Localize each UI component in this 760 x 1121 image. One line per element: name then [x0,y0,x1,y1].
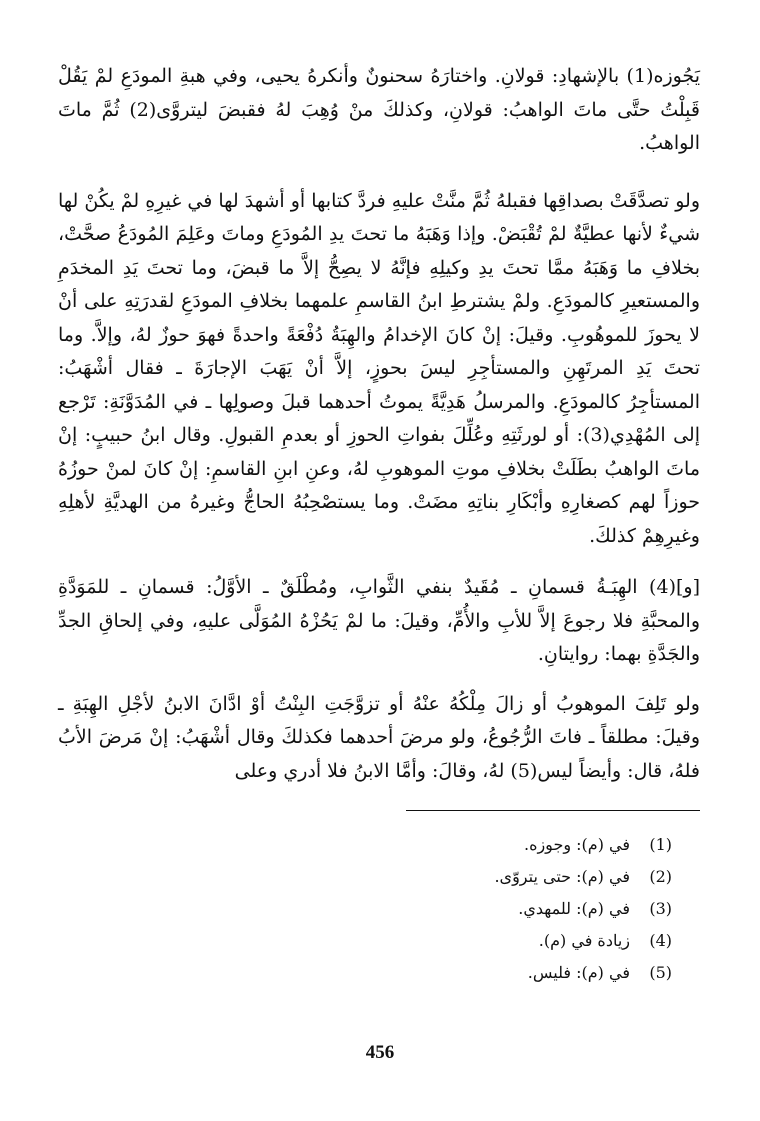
footnote-number: (2) [649,867,672,886]
page-number: 456 [365,1042,395,1063]
footnote-text: في (م): وجوزه. [523,835,630,854]
footnote-divider [406,810,700,811]
paragraph-4: ولو تَلِفَ الموهوبُ أو زالَ مِلْكُهُ عنْهُ أو تزوَّجَتِ البِنْتُ أوْ ادَّانَ الابنُ لأجْلِ الهِبَةِ ـ وقيلَ: مطلقاً ـ فاتَ الرُّجُوعُ، ولو مرضَ أحدهما فكذلكَ وقال أشْهَبُ: إنْ مَرضَ الأبُ فلهُ، قال: وأيضاً ليس(5) لهُ، وقالَ: وأمَّا الابنُ فلا أدري وعلى [58,692,700,782]
footnote-item [58,893,672,925]
footnote-text: في (م): فليس. [527,963,630,982]
footnote-text: زيادة في (م). [538,931,630,950]
footnote-item [58,925,672,957]
paragraph-1: يَجُوزه(1) بالإشهادِ: قولانِ. واختارَهُ سحنونٌ وأنكرهُ يحيى، وفي هبةِ المودَعِ لمْ يَقُلْ قَبِلْتُ حتَّى ماتَ الواهبُ: قولانِ، وكذلكَ منْ وُهِبَ لهُ فقبضَ ليتروَّى(2) ثُمَّ ماتَ الواهبُ. [58,65,700,154]
footnote-number: (4) [649,931,672,950]
footnote-item [58,957,672,989]
footnote-text: في (م): للمهدي. [518,899,630,918]
footnote-item [58,861,672,893]
footnote-text: في (م): حتى يتروّى. [494,867,630,886]
paragraph-2: ولو تصدَّقَتْ بصداقِها فقبلهُ ثُمَّ منَّتْ عليهِ فردَّ كتابها أو أشهدَ لها في غيرِهِ لمْ يكُنْ لها شيءٌ لأنها عطيَّةٌ لمْ تُقْبَضْ. وإذا وَهَبَهُ ما تحتَ يدِ المُودَعِ وماتَ وعَلِمَ المُودَعُ صحَّتْ، بخلافِ ما وَهَبَهُ ممَّا تحتَ يدِ وكيلِهِ فإنَّهُ لا يصِحُّ إلاَّ ما قبضَ، وما تحتَ يَدِ المخدَمِ والمستعيرِ كالمودَعِ. ولمْ يشترطِ ابنُ القاسمِ علمهما بخلافِ المودَعِ لقدرَتِهِ على أنْ لا يحوزَ للموهُوبِ. وقيلَ: إنْ كانَ الإخدامُ والهِبَةُ دُفْعَةً واحدةً فهوَ حوزٌ لهُ، وإلاَّ. وما تحتَ يَدِ المرتَهِنِ والمستأجِرِ ليسَ بحوزٍ، إلاَّ أنْ يَهَبَ الإجارَةَ ـ فقال أشْهَبُ: المستأجِرُ كالمودَعِ. والمرسلُ هَدِيَّةً يموتُ أحدهما قبلَ وصولِها ـ في المُدَوَّنَةِ: تَرْجع إلى المُهْدِي(3): أو لورثَتِهِ وعُلِّلَ بفواتِ الحوزِ أو بعدمِ القبولِ. وقال ابنُ حبيبٍ: إنْ ماتَ الواهبُ بطَلَتْ بخلافِ موتِ الموهوبِ لهُ، وعنِ ابنِ القاسمِ: إنْ كانَ لمنْ حوزُهُ حوزاً لهم كصغارِهِ وأبْكَارِ بناتِهِ مضَتْ. وما يستصْحِبُهُ الحاجُّ وغيرهُ من الهديَّةِ لأهلِهِ وغيرِهِمْ كذلكَ. [58,189,700,547]
footnote-item [58,829,672,861]
paragraph-3: [و](4) الهِبَـةُ قسمانِ ـ مُقَيدٌ بنفي الثَّوابِ، ومُطْلَقٌ ـ الأوَّلُ: قسمانِ ـ للمَوَدَّةِ والمحبَّةِ فلا رجوعَ إلاَّ للأبِ والأُمِّ، وقيلَ: ما لمْ يَحُزْهُ المُوَلَّى عليهِ، وفي إلحاقِ الجدِّ والجَدَّةِ بهما: روايتانِ. [58,576,700,665]
footnotes [58,829,700,989]
footnote-number: (1) [649,835,672,854]
footnote-number: (3) [649,899,672,918]
footnote-number: (5) [649,963,672,982]
